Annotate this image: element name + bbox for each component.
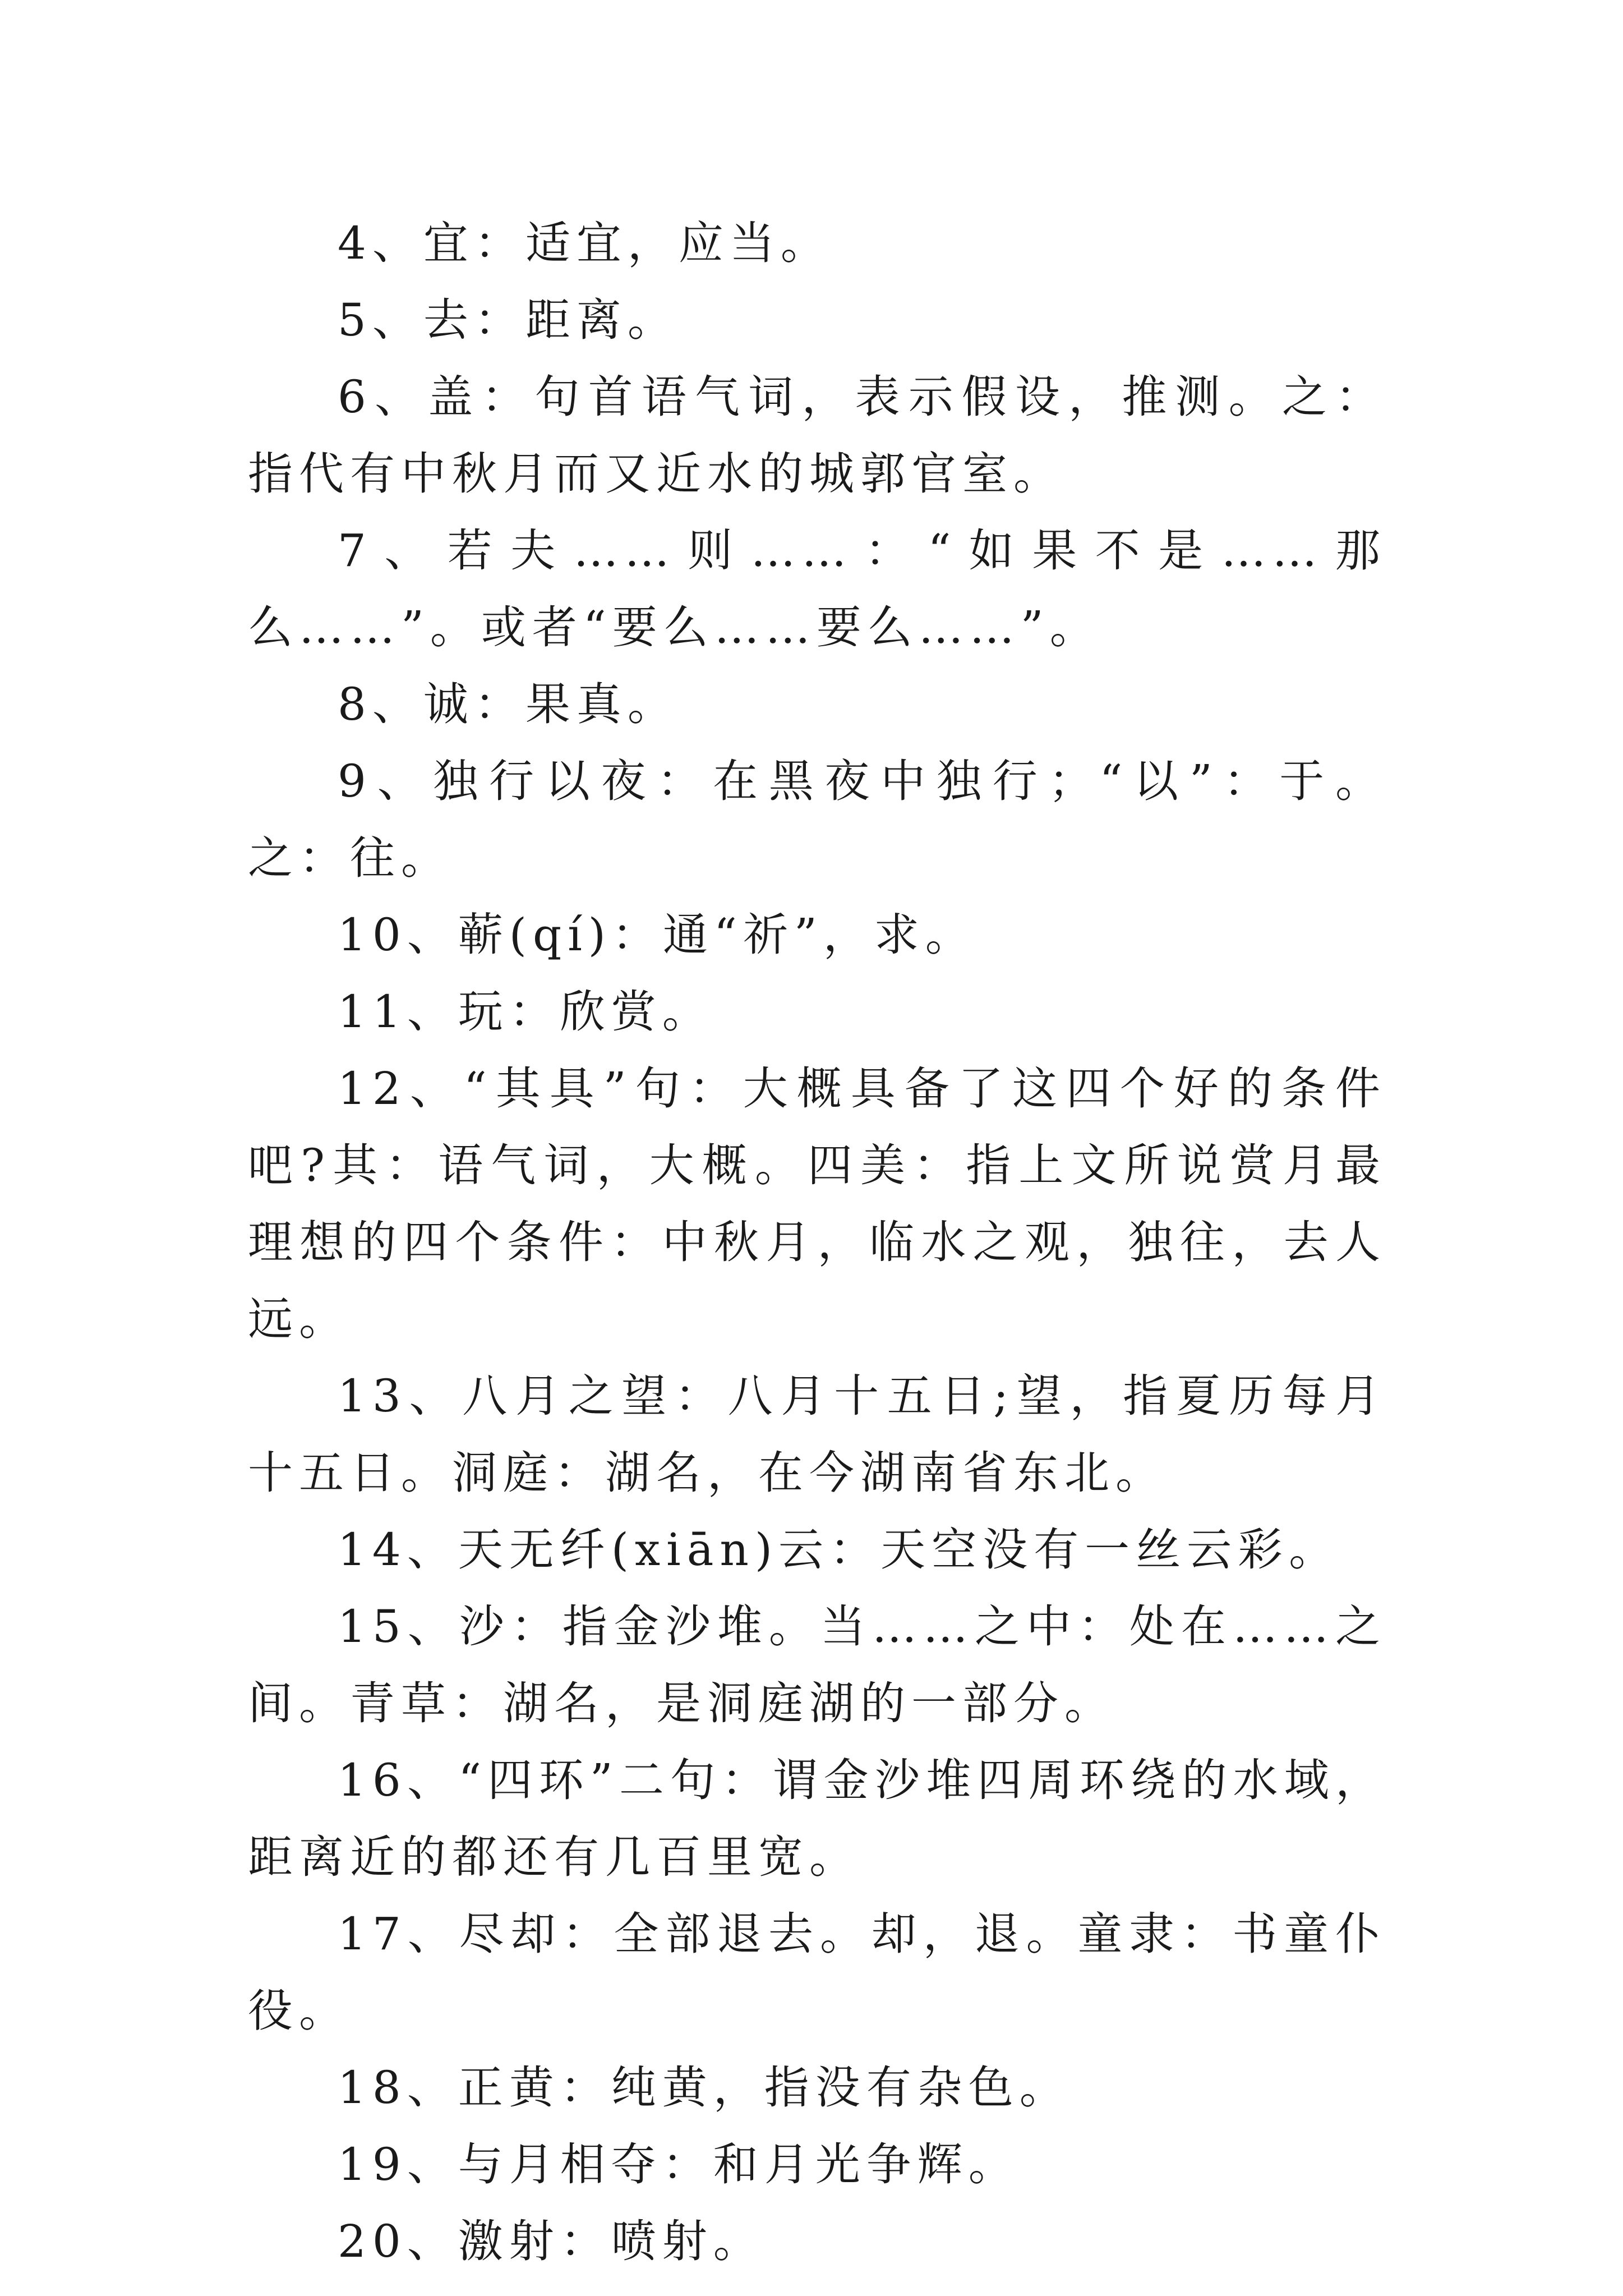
annotation-10: 10、蕲(qí)：通“祈”，求。: [338, 909, 976, 961]
annotation-6: 6、盖：句首语气词，表示假设，推测。之：指代有中秋月而又近水的城郭官室。: [248, 371, 1386, 500]
annotation-5: 5、去：距离。: [338, 294, 679, 346]
annotation-13: 13、八月之望：八月十五日;望，指夏历每月十五日。洞庭：湖名，在今湖南省东北。: [248, 1370, 1386, 1499]
annotation-15: 15、沙：指金沙堆。当……之中：处在……之间。青草：湖名，是洞庭湖的一部分。: [248, 1600, 1386, 1729]
annotation-7: 7、若夫……则……：“如果不是……那么……”。或者“要么……要么……”。: [248, 524, 1386, 654]
annotation-12: 12、“其具”句：大概具备了这四个好的条件吧?其：语气词，大概。四美：指上文所说赏月最理想的四个条件：中秋月，临水之观，独往，去人远。: [248, 1062, 1386, 1345]
annotation-11: 11、玩：欣赏。: [338, 986, 713, 1038]
annotation-9: 9、独行以夜：在黑夜中独行；“以”：于。之：往。: [248, 755, 1386, 884]
annotation-4: 4、宜：适宜，应当。: [338, 217, 832, 269]
annotation-17: 17、尽却：全部退去。却，退。童隶：书童仆役。: [248, 1908, 1386, 2037]
annotation-18: 18、正黄：纯黄，指没有杂色。: [338, 2062, 1071, 2114]
annotation-list: [248, 205, 1386, 2280]
annotation-19: 19、与月相夺：和月光争辉。: [338, 2138, 1020, 2191]
annotation-20: 20、激射：喷射。: [338, 2215, 764, 2267]
annotation-16: 16、“四环”二句：谓金沙堆四周环绕的水域，距离近的都还有几百里宽。: [248, 1754, 1386, 1883]
annotation-14: 14、天无纤(xiān)云：天空没有一丝云彩。: [338, 1524, 1340, 1576]
annotation-8: 8、诚：果真。: [338, 678, 679, 730]
